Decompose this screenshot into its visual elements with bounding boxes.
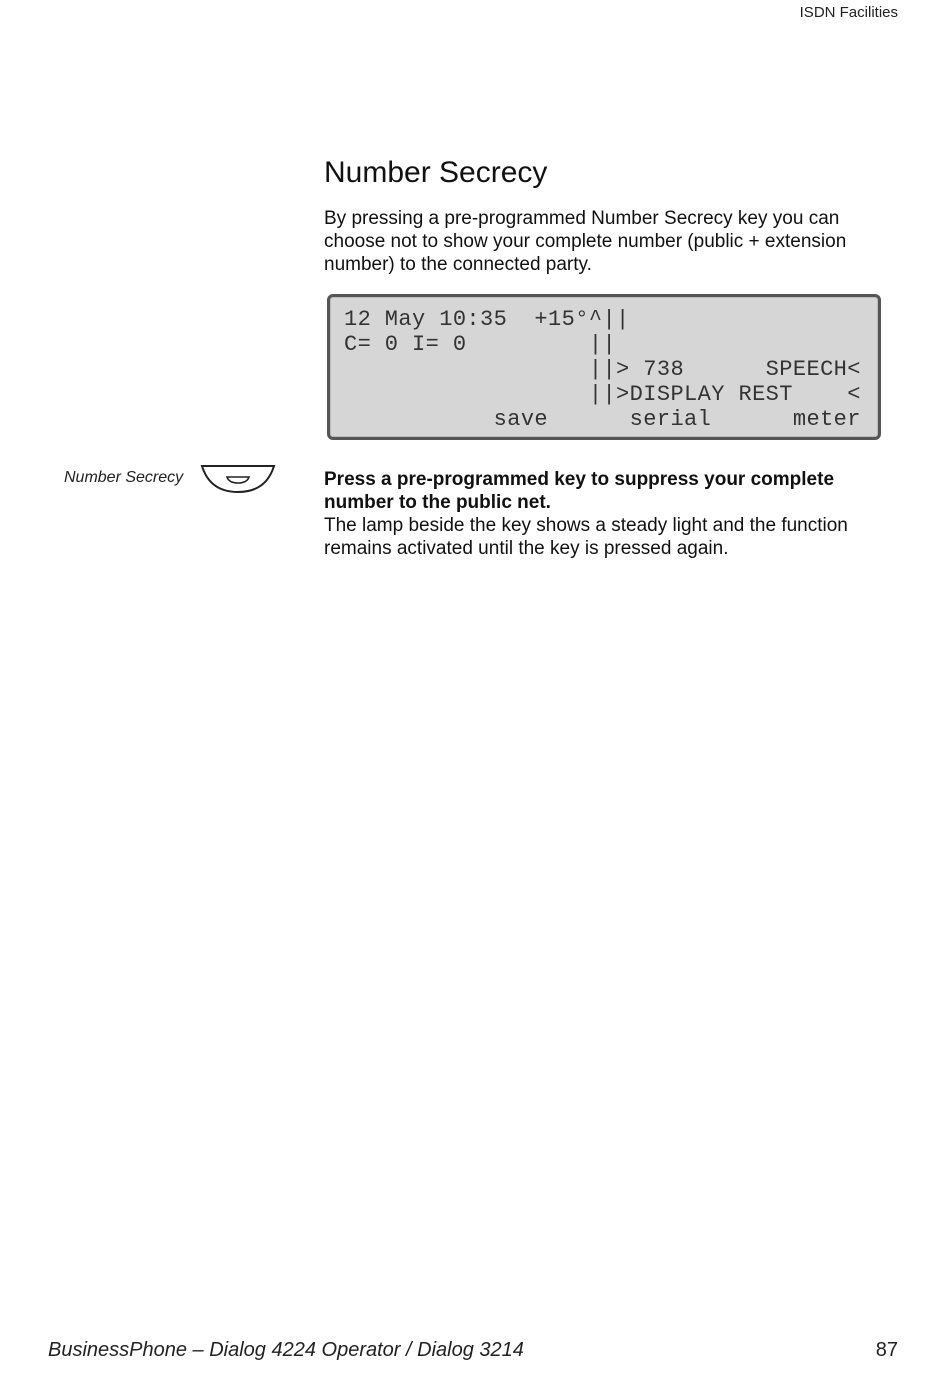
- intro-paragraph: By pressing a pre-programmed Number Secrecy key you can choose not to show your complete number (public + extension number) to the connected party.: [324, 208, 847, 275]
- phone-display: [327, 294, 881, 440]
- page-number: 87: [875, 1339, 898, 1361]
- display-line-2: C= 0 I= 0 ||: [344, 332, 617, 357]
- step-note: The lamp beside the key shows a steady light and the function remains activated until the key is pressed again.: [324, 515, 848, 559]
- step-description: [324, 468, 884, 560]
- display-text: [344, 307, 861, 432]
- page-title: Number Secrecy: [324, 156, 548, 189]
- display-line-1: 12 May 10:35 +15°^||: [344, 307, 630, 332]
- display-softkeys: save serial meter: [344, 407, 861, 432]
- key-label: Number Secrecy: [64, 469, 184, 486]
- step-instruction: Press a pre-programmed key to suppress your complete number to the public net.: [324, 469, 835, 513]
- display-line-4: ||>DISPLAY REST <: [344, 382, 861, 407]
- footer-product: BusinessPhone – Dialog 4224 Operator / Dialog 3214: [48, 1339, 524, 1361]
- programmable-key-icon: [200, 463, 276, 500]
- running-header: ISDN Facilities: [799, 4, 898, 21]
- display-line-3: ||> 738 SPEECH<: [344, 357, 861, 382]
